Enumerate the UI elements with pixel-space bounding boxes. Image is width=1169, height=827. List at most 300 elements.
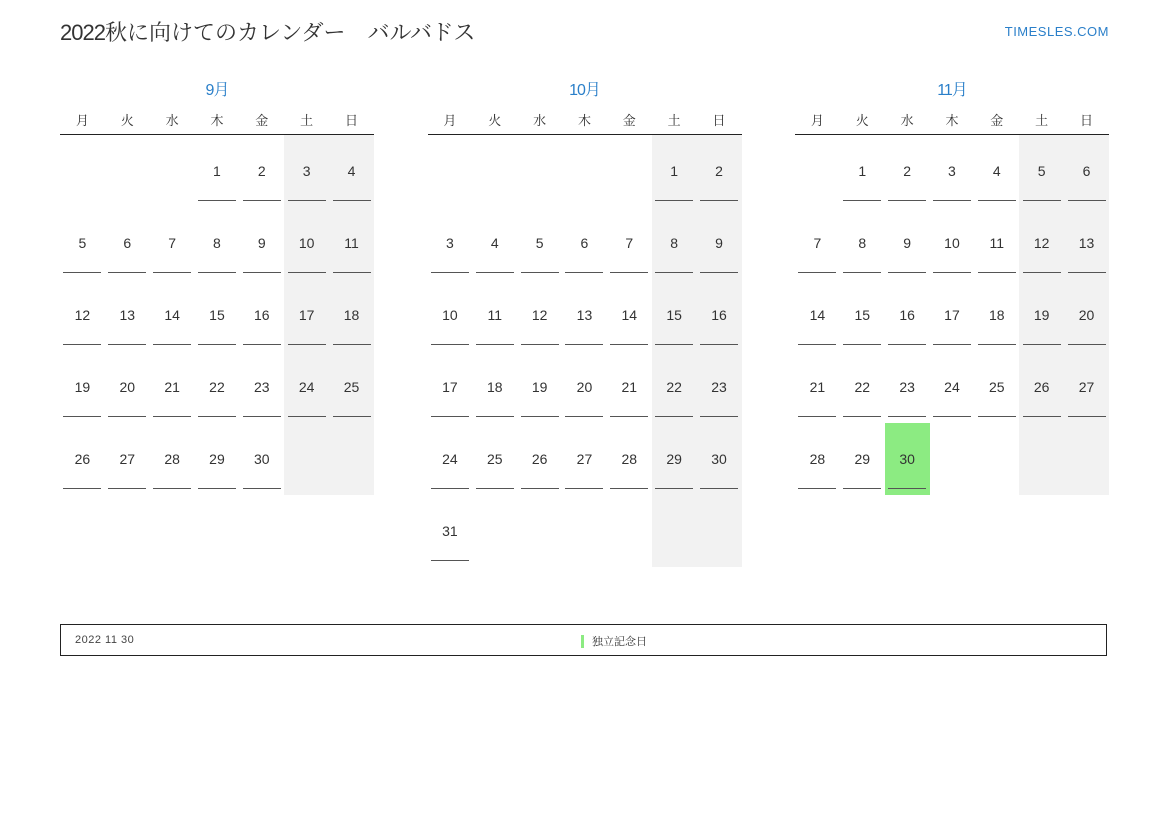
day-number: 6: [1082, 163, 1091, 179]
day-cell[interactable]: [930, 279, 975, 351]
day-number: 16: [254, 307, 270, 323]
day-cell[interactable]: [562, 351, 607, 423]
day-cell[interactable]: [840, 207, 885, 279]
day-cell-inner: [885, 279, 930, 351]
day-cell[interactable]: [697, 207, 742, 279]
day-cell-empty: [1019, 423, 1064, 495]
week-row: [795, 423, 1109, 495]
day-number: 13: [576, 307, 593, 323]
day-cell[interactable]: [795, 351, 840, 423]
day-cell[interactable]: [795, 423, 840, 495]
legend-date: 2022 11 30: [75, 634, 135, 646]
day-number: 23: [899, 379, 915, 395]
day-cell-inner: [885, 351, 930, 423]
day-cell[interactable]: [652, 279, 697, 351]
day-cell-inner: [472, 135, 517, 207]
day-cell-inner: [1019, 351, 1064, 423]
day-cell[interactable]: [974, 135, 1019, 208]
day-number: 16: [711, 307, 727, 323]
day-cell-inner: [329, 351, 374, 423]
day-number: 4: [347, 163, 356, 179]
day-number: 30: [899, 451, 915, 467]
day-number: 8: [213, 235, 221, 251]
month-name: 10月: [569, 82, 600, 99]
week-row: [795, 135, 1109, 208]
day-cell-inner: [517, 495, 562, 567]
day-cell[interactable]: [607, 423, 652, 495]
day-cell[interactable]: [885, 351, 930, 423]
day-cell[interactable]: [562, 207, 607, 279]
day-cell-inner: [1064, 279, 1109, 351]
day-cell[interactable]: [697, 135, 742, 208]
day-number: 31: [442, 523, 458, 539]
day-cell-inner: [840, 351, 885, 423]
day-cell[interactable]: [239, 207, 284, 279]
day-number: 25: [343, 379, 360, 395]
day-cell[interactable]: [195, 423, 240, 495]
day-cell-inner: [1064, 135, 1109, 207]
day-cell[interactable]: [840, 279, 885, 351]
weekday-header: 土: [667, 112, 681, 128]
day-cell-today[interactable]: [885, 423, 930, 495]
day-cell-inner: [428, 351, 473, 423]
day-cell-inner: [652, 279, 697, 351]
day-cell-inner: [428, 207, 473, 279]
day-cell[interactable]: [1064, 351, 1109, 423]
day-cell[interactable]: [517, 207, 562, 279]
day-number: 3: [302, 163, 311, 179]
day-number: 1: [670, 163, 679, 179]
day-number: 4: [490, 235, 499, 251]
day-number: 28: [164, 451, 180, 467]
day-cell-inner: [428, 135, 473, 207]
day-cell-inner: [517, 423, 562, 495]
day-cell[interactable]: [974, 351, 1019, 423]
day-number: 10: [442, 307, 458, 323]
day-cell-inner: [840, 279, 885, 351]
weekday-header: 月: [75, 112, 89, 128]
day-cell-inner: [150, 207, 195, 279]
day-cell-inner: [472, 279, 517, 351]
day-number: 11: [487, 307, 503, 323]
day-cell[interactable]: [1019, 279, 1064, 351]
weekday-header: 水: [533, 112, 547, 128]
day-cell[interactable]: [1064, 207, 1109, 279]
day-cell-inner: [697, 279, 742, 351]
day-cell[interactable]: [60, 423, 105, 495]
day-cell[interactable]: [697, 279, 742, 351]
day-cell-inner: [329, 135, 374, 207]
day-cell[interactable]: [428, 351, 473, 423]
day-cell-inner: [284, 135, 329, 207]
day-number: 26: [1033, 379, 1050, 395]
day-number: 7: [813, 235, 822, 251]
day-cell[interactable]: [472, 351, 517, 423]
day-cell-inner: [974, 279, 1019, 351]
day-cell[interactable]: [930, 351, 975, 423]
day-number: 13: [119, 307, 136, 323]
day-cell-inner: [885, 423, 930, 495]
page-title-text: 秋に向けてのカレンダー バルバドス: [104, 20, 476, 45]
day-cell[interactable]: [428, 495, 473, 567]
day-cell-inner: [284, 207, 329, 279]
day-cell[interactable]: [284, 351, 329, 423]
weekday-header: 木: [577, 112, 591, 128]
day-cell-inner: [607, 135, 652, 207]
day-number: 14: [621, 307, 638, 323]
day-cell[interactable]: [150, 351, 195, 423]
day-cell-inner: [195, 351, 240, 423]
day-cell[interactable]: [795, 279, 840, 351]
day-number: 11: [344, 235, 359, 251]
week-row: [60, 135, 374, 208]
day-cell[interactable]: [329, 135, 374, 208]
day-cell[interactable]: [652, 351, 697, 423]
day-cell-inner: [885, 135, 930, 207]
day-cell[interactable]: [472, 279, 517, 351]
day-cell-inner: [607, 351, 652, 423]
day-cell[interactable]: [930, 135, 975, 208]
day-cell-inner: [795, 351, 840, 423]
weekday-header: 土: [300, 112, 314, 128]
day-cell[interactable]: [652, 135, 697, 208]
day-cell-inner: [930, 423, 975, 495]
day-cell[interactable]: [1019, 207, 1064, 279]
day-cell[interactable]: [885, 279, 930, 351]
day-cell-inner: [150, 351, 195, 423]
day-number: 26: [531, 451, 548, 467]
day-cell-inner: [1019, 279, 1064, 351]
day-cell-inner: [150, 279, 195, 351]
day-cell[interactable]: [840, 135, 885, 208]
day-number: 20: [1078, 307, 1095, 323]
day-cell-empty: [607, 135, 652, 208]
day-number: 17: [442, 379, 458, 395]
day-cell-inner: [795, 207, 840, 279]
day-number: 29: [209, 451, 225, 467]
day-cell-empty: [150, 135, 195, 208]
months-container: [60, 78, 1109, 567]
day-cell[interactable]: [562, 279, 607, 351]
week-row: [60, 207, 374, 279]
month-name: 11月: [937, 82, 967, 99]
day-number: 19: [74, 379, 91, 395]
day-cell[interactable]: [472, 423, 517, 495]
day-cell-inner: [284, 423, 329, 495]
day-cell-inner: [329, 279, 374, 351]
weekday-header: 木: [210, 112, 224, 128]
day-number: 6: [580, 235, 589, 251]
day-cell-inner: [652, 423, 697, 495]
day-cell-inner: [840, 423, 885, 495]
day-number: 14: [164, 307, 180, 323]
day-cell-inner: [840, 207, 885, 279]
day-number: 30: [254, 451, 270, 467]
day-cell-inner: [562, 135, 607, 207]
weekday-header: 日: [1080, 112, 1094, 128]
day-cell-empty: [607, 495, 652, 567]
day-cell[interactable]: [60, 207, 105, 279]
day-cell[interactable]: [1064, 135, 1109, 208]
day-cell-inner: [562, 495, 607, 567]
day-number: 6: [123, 235, 132, 251]
day-cell[interactable]: [1019, 351, 1064, 423]
day-cell-inner: [697, 351, 742, 423]
day-cell-inner: [105, 279, 150, 351]
day-cell-inner: [517, 135, 562, 207]
day-number: 5: [535, 235, 544, 251]
day-number: 23: [711, 379, 727, 395]
day-cell[interactable]: [697, 423, 742, 495]
day-cell[interactable]: [239, 279, 284, 351]
day-cell-inner: [150, 135, 195, 207]
day-cell[interactable]: [329, 351, 374, 423]
day-number: 9: [715, 235, 723, 251]
day-cell-inner: [1064, 351, 1109, 423]
day-number: 17: [298, 307, 315, 323]
day-number: 14: [809, 307, 826, 323]
day-cell[interactable]: [195, 207, 240, 279]
day-cell[interactable]: [105, 423, 150, 495]
day-number: 11: [989, 235, 1005, 251]
day-cell-inner: [795, 135, 840, 207]
day-cell[interactable]: [428, 207, 473, 279]
day-number: 21: [164, 379, 180, 395]
day-cell[interactable]: [150, 423, 195, 495]
day-number: 8: [858, 235, 867, 251]
week-row: [428, 351, 742, 423]
weekday-header: 水: [900, 112, 914, 128]
day-number: 15: [666, 307, 682, 323]
day-number: 10: [298, 235, 315, 251]
day-cell-inner: [1064, 207, 1109, 279]
day-cell-empty: [562, 495, 607, 567]
weekday-header: 金: [255, 112, 269, 128]
day-cell[interactable]: [239, 351, 284, 423]
day-cell[interactable]: [517, 351, 562, 423]
day-number: 20: [119, 379, 136, 395]
day-cell-empty: [1064, 423, 1109, 495]
month-table: [795, 104, 1109, 495]
day-cell-inner: [974, 207, 1019, 279]
day-number: 1: [858, 163, 867, 179]
day-cell[interactable]: [652, 423, 697, 495]
day-cell-inner: [517, 207, 562, 279]
day-cell[interactable]: [930, 207, 975, 279]
day-cell-inner: [607, 207, 652, 279]
day-cell-inner: [697, 495, 742, 567]
week-row: [60, 351, 374, 423]
day-number: 5: [1037, 163, 1046, 179]
day-cell[interactable]: [974, 207, 1019, 279]
day-cell-empty: [795, 135, 840, 208]
weekday-header: 水: [165, 112, 179, 128]
day-number: 23: [254, 379, 270, 395]
day-number: 18: [343, 307, 360, 323]
weekday-header: 火: [488, 112, 502, 128]
day-number: 2: [257, 163, 266, 179]
weekday-header: 土: [1035, 112, 1049, 128]
day-cell-inner: [840, 135, 885, 207]
day-cell-empty: [428, 135, 473, 208]
weekday-header: 火: [855, 112, 869, 128]
day-cell-empty: [517, 135, 562, 208]
day-cell[interactable]: [428, 423, 473, 495]
day-cell[interactable]: [885, 135, 930, 208]
day-cell-inner: [195, 207, 240, 279]
day-cell-inner: [472, 495, 517, 567]
day-cell[interactable]: [284, 279, 329, 351]
day-number: 12: [1033, 235, 1050, 251]
day-number: 19: [531, 379, 548, 395]
day-cell[interactable]: [284, 135, 329, 208]
day-cell[interactable]: [1064, 279, 1109, 351]
day-cell-inner: [697, 207, 742, 279]
day-cell-inner: [472, 351, 517, 423]
day-cell-inner: [697, 423, 742, 495]
day-number: 9: [257, 235, 266, 251]
weekday-header: 金: [622, 112, 636, 128]
day-number: 29: [854, 451, 871, 467]
day-number: 4: [992, 163, 1001, 179]
day-cell-empty: [562, 135, 607, 208]
day-number: 12: [74, 307, 91, 323]
day-number: 3: [446, 235, 454, 251]
legend-event: [581, 633, 647, 649]
day-cell-inner: [428, 495, 473, 567]
day-cell-empty: [472, 495, 517, 567]
day-cell-inner: [974, 351, 1019, 423]
day-cell-inner: [652, 495, 697, 567]
legend-box: [60, 624, 1107, 656]
day-number: 17: [944, 307, 960, 323]
day-cell-inner: [930, 135, 975, 207]
page-title-year: 2022: [60, 20, 105, 45]
day-cell-inner: [284, 351, 329, 423]
week-row: [795, 351, 1109, 423]
day-cell[interactable]: [1019, 135, 1064, 208]
day-number: 12: [531, 307, 548, 323]
day-cell[interactable]: [329, 207, 374, 279]
day-cell[interactable]: [60, 279, 105, 351]
day-cell-inner: [239, 351, 284, 423]
day-cell-empty: [329, 423, 374, 495]
day-cell-inner: [105, 135, 150, 207]
weekday-header: 日: [712, 112, 726, 128]
day-cell-inner: [239, 279, 284, 351]
day-cell[interactable]: [105, 279, 150, 351]
day-cell[interactable]: [284, 207, 329, 279]
day-cell-inner: [517, 279, 562, 351]
day-cell-inner: [974, 135, 1019, 207]
day-number: 1: [213, 163, 221, 179]
day-cell[interactable]: [239, 423, 284, 495]
day-number: 24: [944, 379, 960, 395]
day-cell[interactable]: [795, 207, 840, 279]
day-number: 19: [1033, 307, 1050, 323]
day-cell-inner: [930, 279, 975, 351]
day-cell[interactable]: [885, 207, 930, 279]
day-cell-empty: [517, 495, 562, 567]
day-cell-inner: [562, 351, 607, 423]
day-number: 2: [903, 163, 911, 179]
day-cell[interactable]: [517, 279, 562, 351]
day-number: 27: [119, 451, 136, 467]
day-number: 25: [486, 451, 503, 467]
day-cell[interactable]: [840, 423, 885, 495]
legend-event-label: 独立記念日: [592, 636, 647, 648]
day-cell-inner: [652, 351, 697, 423]
day-cell-inner: [930, 351, 975, 423]
day-cell-empty: [472, 135, 517, 208]
day-cell-inner: [472, 423, 517, 495]
day-cell[interactable]: [150, 279, 195, 351]
day-cell[interactable]: [974, 279, 1019, 351]
day-cell-inner: [329, 423, 374, 495]
day-number: 3: [948, 163, 956, 179]
day-cell-inner: [1019, 135, 1064, 207]
day-cell[interactable]: [517, 423, 562, 495]
day-number: 8: [670, 235, 679, 251]
day-cell[interactable]: [472, 207, 517, 279]
day-cell-inner: [60, 351, 105, 423]
day-number: 16: [899, 307, 915, 323]
day-cell[interactable]: [195, 351, 240, 423]
day-cell-inner: [428, 423, 473, 495]
day-cell-inner: [60, 423, 105, 495]
day-cell-empty: [60, 135, 105, 208]
day-cell[interactable]: [105, 207, 150, 279]
page-title: [60, 18, 1109, 48]
day-cell[interactable]: [60, 351, 105, 423]
day-cell-inner: [697, 135, 742, 207]
day-cell[interactable]: [150, 207, 195, 279]
day-cell-inner: [60, 279, 105, 351]
day-cell[interactable]: [195, 135, 240, 208]
weekday-header: 日: [345, 112, 359, 128]
day-cell[interactable]: [840, 351, 885, 423]
day-cell[interactable]: [428, 279, 473, 351]
day-cell[interactable]: [652, 207, 697, 279]
day-cell[interactable]: [607, 279, 652, 351]
day-cell-empty: [697, 495, 742, 567]
week-row: [60, 279, 374, 351]
day-number: 28: [621, 451, 638, 467]
day-cell[interactable]: [195, 279, 240, 351]
day-cell-inner: [60, 135, 105, 207]
day-number: 24: [298, 379, 315, 395]
day-number: 22: [854, 379, 871, 395]
day-cell[interactable]: [607, 351, 652, 423]
day-cell-inner: [974, 423, 1019, 495]
day-cell[interactable]: [607, 207, 652, 279]
day-cell[interactable]: [239, 135, 284, 208]
site-brand: TIMESLES.COM: [1004, 24, 1109, 39]
day-cell-inner: [284, 279, 329, 351]
day-cell[interactable]: [697, 351, 742, 423]
day-cell-inner: [239, 207, 284, 279]
day-cell[interactable]: [562, 423, 607, 495]
day-number: 25: [989, 379, 1005, 395]
day-cell[interactable]: [105, 351, 150, 423]
day-cell[interactable]: [329, 279, 374, 351]
day-cell-empty: [930, 423, 975, 495]
day-number: 7: [168, 235, 176, 251]
day-number: 21: [621, 379, 638, 395]
month-table: [428, 104, 742, 567]
day-cell-inner: [195, 135, 240, 207]
day-cell-inner: [329, 207, 374, 279]
